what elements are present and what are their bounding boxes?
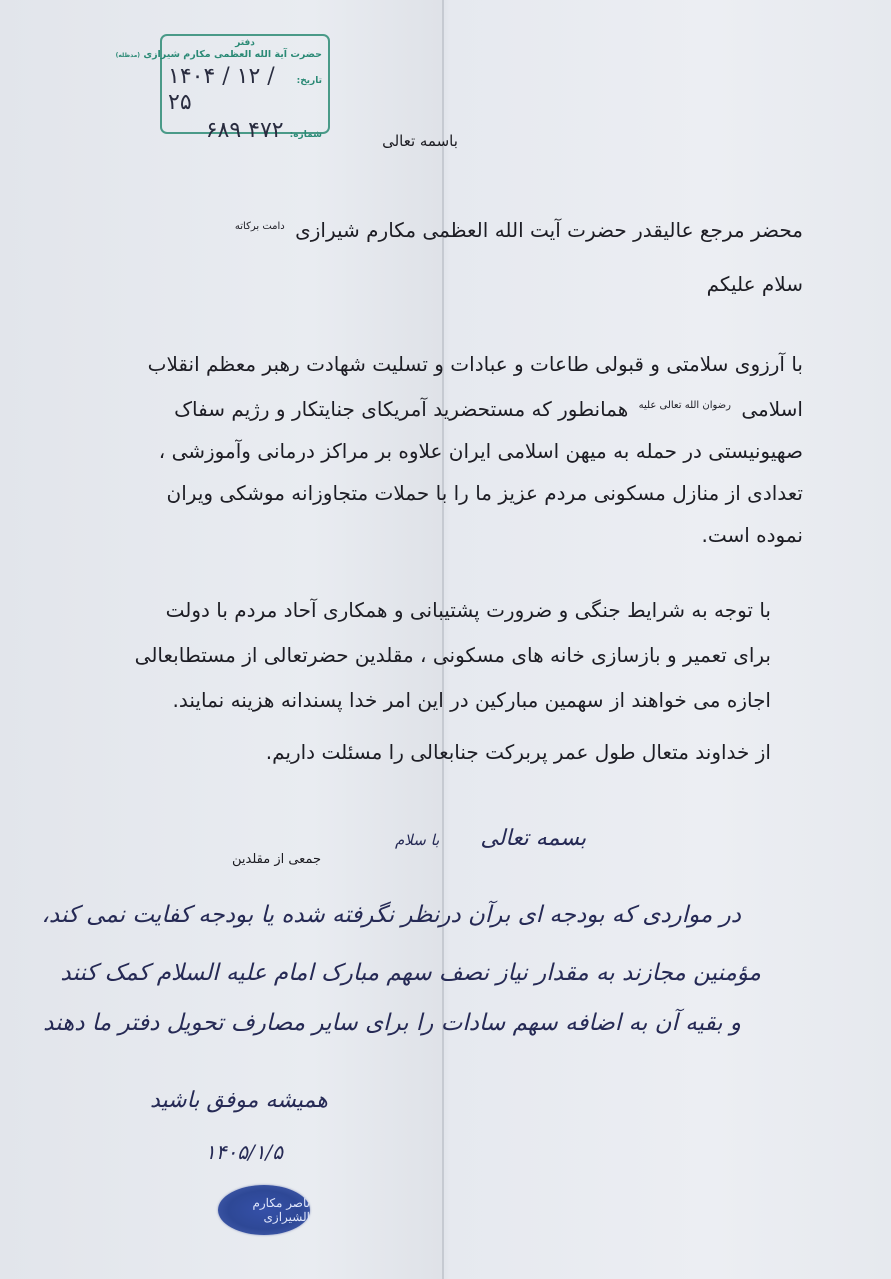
stamp-number-row [168,118,322,144]
stamp-number-label: شماره: [289,130,322,140]
addressee-honorific: دامت برکاته [234,221,285,232]
paragraph-1-line-2 [148,385,803,430]
reply-heading [395,826,586,851]
reply-line-1: در مواردی که بودجه ای برآن درنظر نگرفته شده یا بودجه کفایت نمی کند، [41,902,741,928]
letter-salutation: سلام علیکم [706,272,803,296]
paragraph-1-line-5: نموده است. [701,523,803,547]
letter-signature: جمعی از مقلدین [232,852,321,867]
reply-wish: همیشه موفق باشید [150,1088,328,1113]
paragraph-2-line-1: با توجه به شرایط جنگی و ضرورت پشتیبانی و همکاری آحاد مردم با دولت [165,598,771,622]
stamp-date-row [168,64,322,116]
paragraph-1-line-1: با آرزوی سلامتی و قبولی طاعات و عبادات و تسلیت شهادت رهبر معظم انقلاب [147,352,803,376]
stamp-office-label: دفتر [235,38,255,48]
addressee-main: محضر مرجع عالیقدر حضرت آیت الله العظمی مکارم شیرازی [295,218,803,242]
reply-greeting: با سلام [395,831,440,849]
stamp-name-text: حضرت آیة الله العظمی مکارم شیرازی [143,49,322,60]
reply-date: ۱۴۰۵/۱/۵ [205,1140,283,1164]
letter-paragraph-1 [148,343,803,556]
letter-paragraph-2 [135,588,771,723]
stamp-date-label: تاریخ: [296,76,322,86]
line-2-end: همانطور که مستحضرید آمریکای جنایتکار و رژیم سفاک [174,397,629,421]
paragraph-1-line-3: صهیونیستی در حمله به میهن اسلامی ایران علاوه بر مراکز درمانی وآموزشی ، [158,439,803,463]
reply-line-3: و بقیه آن به اضافه سهم سادات را برای سایر مصارف تحویل دفتر ما دهند [43,1010,741,1036]
letter-closing: از خداوند متعال طول عمر پربرکت جنابعالی را مسئلت داریم. [265,740,771,764]
stamp-office-name [115,49,322,62]
stamp-date-value: ۱۴۰۴ / ۱۲ / ۲۵ [168,64,275,115]
stamp-number-value: ۶۸۹ ۴۷۲ [205,118,284,143]
reply-line-2: مؤمنین مجازند به مقدار نیاز نصف سهم مبارک امام علیه السلام کمک کنند [60,960,761,986]
reply-bismillah: بسمه تعالی [480,826,587,851]
paragraph-2-line-3: اجازه می خواهند از سهمین مبارکین در این امر خدا پسندانه هزینه نمایند. [172,688,771,712]
line-2-honorific: رضوان الله تعالی علیه [638,400,731,411]
personal-seal [218,1185,310,1235]
letter-addressee [231,218,803,242]
line-2-start: اسلامی [741,397,803,421]
office-registration-stamp [115,34,330,143]
paragraph-2-line-2: برای تعمیر و بازسازی خانه های مسکونی ، مقلدین حضرتعالی از مستطابعالی [134,643,771,667]
seal-text: ناصر مکارم الشیرازی [252,1196,310,1224]
letter-bismillah: باسمه تعالی [382,132,458,150]
stamp-note: (مدظله) [115,52,141,59]
paragraph-1-line-4: تعدادی از منازل مسکونی مردم عزیز ما را با حملات متجاوزانه موشکی ویران [166,481,803,505]
